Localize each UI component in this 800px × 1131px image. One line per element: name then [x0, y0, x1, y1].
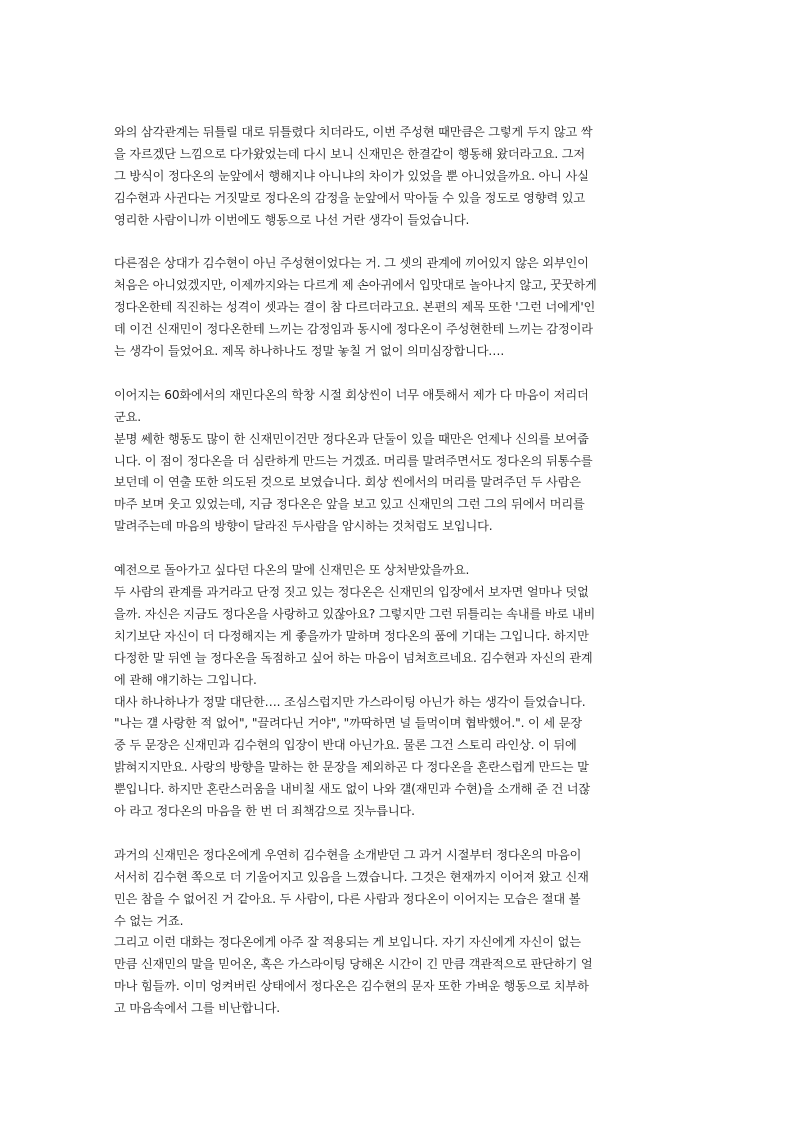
text-line: 와의 삼각관계는 뒤틀릴 대로 뒤틀렸다 치더라도, 이번 주성현 때만큼은 그렇게 두지 않고 싹 [114, 125, 593, 139]
text-line: 그리고 이런 대화는 정다온에게 아주 잘 적용되는 게 보입니다. 자기 자신에게 자신이 없는 [114, 935, 581, 950]
text-line: 아 라고 정다온의 마음을 한 번 더 죄책감으로 짓누릅니다. [114, 804, 415, 819]
text-line: 분명 쎄한 행동도 많이 한 신재민이건만 정다온과 단둘이 있을 때만은 언제나 신의를 보여줍 [114, 431, 589, 446]
text-line: 데 이건 신재민이 정다온한테 느끼는 감정임과 동시에 정다온이 주성현한테 느끼는 감정이라 [114, 322, 593, 337]
text-line: 대사 하나하나가 정말 대단한…. 조심스럽지만 가스라이팅 아닌가 하는 생각이 들었습니다. [114, 694, 586, 709]
text-line: 그 방식이 정다온의 눈앞에서 행해지냐 아니냐의 차이가 있었을 뿐 아니었을까요. 아니 사실 [114, 168, 589, 183]
text-line: 는 생각이 들었어요. 제목 하나하나도 정말 놓칠 거 없이 의미심장합니다…. [114, 344, 505, 359]
text-line: 마나 힘들까. 이미 엉켜버린 상태에서 정다온은 김수현의 문자 또한 가벼운 행동으로 치부하 [114, 979, 589, 994]
paragraph-4 [114, 560, 686, 823]
text-line: 김수현과 사귄다는 거짓말로 정다온의 감정을 눈앞에서 막아둘 수 있을 정도로 영향력 있고 [114, 190, 586, 205]
text-line: 밝혀지지만요. 사랑의 방향을 말하는 한 문장을 제외하곤 다 정다온을 혼란스럽게 만드는 말 [114, 760, 589, 775]
text-line: 을까. 자신은 지금도 정다온을 사랑하고 있잖아요? 그렇지만 그런 뒤틀리는 속내를 바로 내비 [114, 606, 596, 621]
text-line: 처음은 아니었겠지만, 이제까지와는 다르게 제 손아귀에서 입맛대로 놀아나지 않고, 꿋꿋하게 [114, 278, 597, 293]
text-line: 다정한 말 뒤엔 늘 정다온을 독점하고 싶어 하는 마음이 넘쳐흐르네요. 김수현과 자신의 관계 [114, 650, 593, 665]
text-line: 말려주는데 마음의 방향이 달라진 두사람을 암시하는 것처럼도 보입니다. [114, 519, 493, 534]
text-line: 뿐입니다. 하지만 혼란스러움을 내비칠 새도 없이 나와 걜(재민과 수현)을 소개해 준 건 너잖 [114, 782, 591, 797]
text-line: 수 없는 거죠. [114, 913, 184, 928]
text-line: 만큼 신재민의 말을 믿어온, 혹은 가스라이팅 당해온 시간이 긴 만큼 객관적으로 판단하기 얼 [114, 957, 593, 972]
text-line: 영리한 사람이니까 이번에도 행동으로 나선 거란 생각이 들었습니다. [114, 212, 470, 227]
text-line: 이어지는 60화에서의 재민다온의 학창 시절 회상씬이 너무 애틋해서 제가 다 마음이 저리더 [114, 387, 589, 402]
text-line: 에 관해 얘기하는 그입니다. [114, 672, 257, 687]
text-line: 니다. 이 점이 정다온을 더 심란하게 만드는 거겠죠. 머리를 말려주면서도 정다온의 뒤통수를 [114, 453, 593, 468]
text-line: 과거의 신재민은 정다온에게 우연히 김수현을 소개받던 그 과거 시절부터 정다온의 마음이 [114, 847, 582, 862]
text-line: 정다온한테 직진하는 성격이 셋과는 결이 참 다르더라고요. 본편의 제목 또한 '그런 너에게'인 [114, 300, 596, 315]
paragraph-1 [114, 122, 686, 232]
text-line: "나는 걜 사랑한 적 없어", "끌려다닌 거야", "까딱하면 널 들먹이며 협박했어.". 이 세 문장 [114, 716, 582, 731]
text-line: 을 자르겠단 느낌으로 다가왔었는데 다시 보니 신재민은 한결같이 행동해 왔더라고요. 그저 [114, 146, 586, 161]
text-line: 두 사람의 관계를 과거라고 단정 짓고 있는 정다온은 신재민의 입장에서 보자면 얼마나 덧없 [114, 584, 589, 599]
text-line: 보던데 이 연출 또한 의도된 것으로 보였습니다. 회상 씬에서의 머리를 말려주던 두 사람은 [114, 475, 581, 490]
text-line: 고 마음속에서 그를 비난합니다. [114, 1001, 280, 1016]
text-line: 치기보단 자신이 더 다정해지는 게 좋을까가 말하며 정다온의 품에 기대는 그입니다. 하지만 [114, 628, 589, 643]
text-line: 중 두 문장은 신재민과 김수현의 입장이 반대 아닌가요. 물론 그건 스토리 라인상. 이 뒤에 [114, 738, 577, 753]
text-line: 군요. [114, 409, 141, 424]
document-body [114, 122, 686, 1020]
paragraph-5 [114, 845, 686, 1020]
text-line: 서서히 김수현 쪽으로 더 기울어지고 있음을 느꼈습니다. 그것은 현재까지 이어져 왔고 신재 [114, 869, 589, 884]
text-line: 마주 보며 웃고 있었는데, 지금 정다온은 앞을 보고 있고 신재민의 그런 그의 뒤에서 머리를 [114, 497, 585, 512]
text-line: 다른점은 상대가 김수현이 아닌 주성현이었다는 거. 그 셋의 관계에 끼어있지 않은 외부인이 [114, 256, 589, 271]
paragraph-2 [114, 253, 686, 363]
text-line: 민은 참을 수 없어진 거 같아요. 두 사람이, 다른 사람과 정다온이 이어지는 모습은 절대 볼 [114, 891, 581, 906]
text-line: 예전으로 돌아가고 싶다던 다온의 말에 신재민은 또 상처받았을까요. [114, 563, 470, 578]
paragraph-3 [114, 385, 686, 538]
